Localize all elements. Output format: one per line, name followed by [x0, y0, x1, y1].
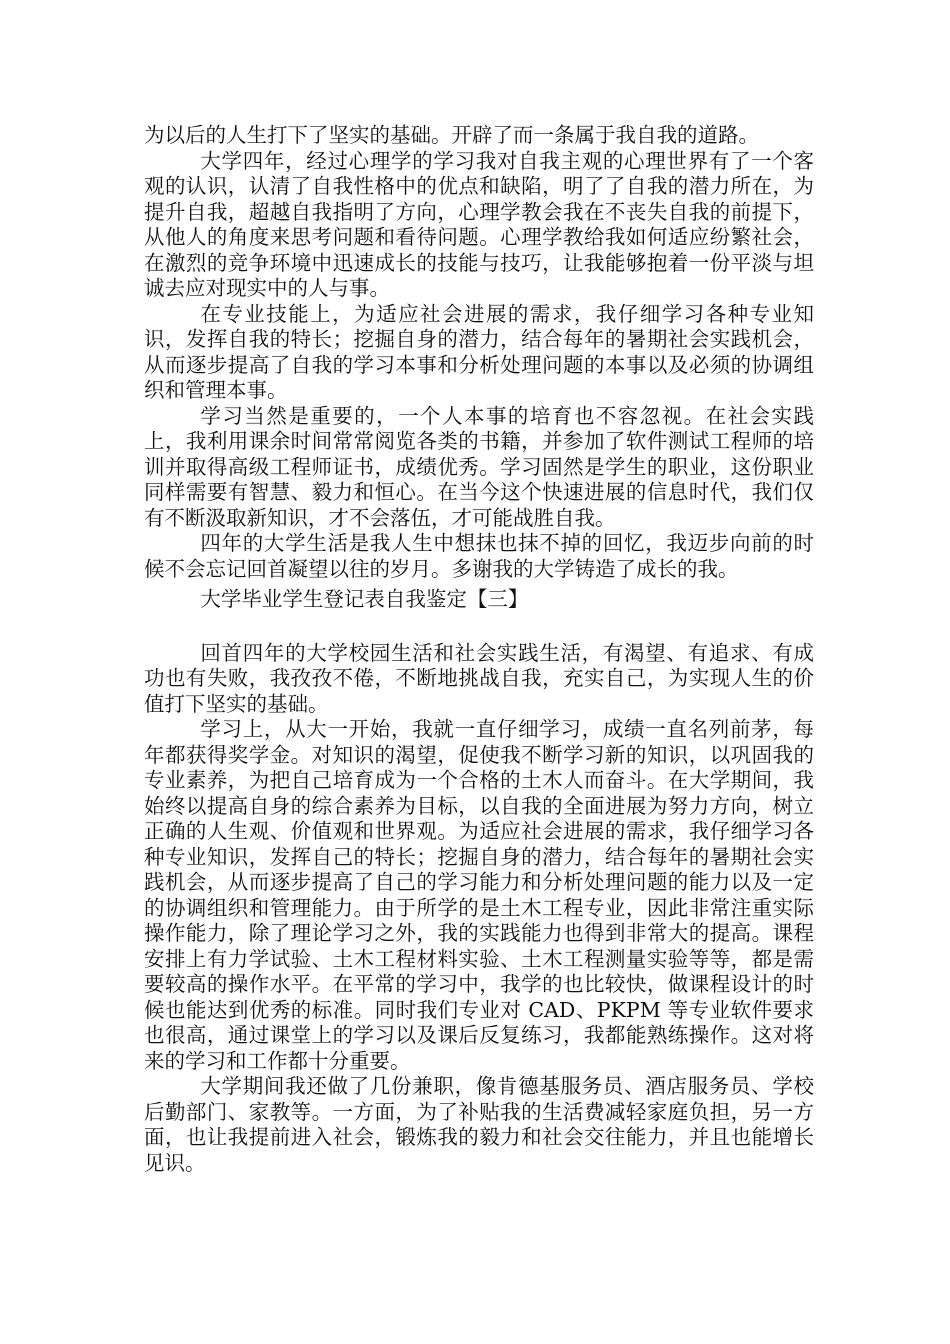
- section-heading: 大学毕业学生登记表自我鉴定【三】: [200, 587, 529, 611]
- paragraph: 大学四年，经过心理学的学习我对自我主观的心理世界有了一个客观的认识，认清了自我性格中的优点和缺陷，明了了自我的潜力所在，为提升自我，超越自我指明了方向，心理学教会我在不丧失自我的前提下，从他人的角度来思考问题和看待问题。心理学教给我如何适应纷繁社会，在激烈的竞争环境中迅速成长的技能与技巧，让我能够抱着一份平淡与坦诚去应对现实中的人与事。: [144, 148, 814, 300]
- paragraph: 大学期间我还做了几份兼职，像肯德基服务员、酒店服务员、学校后勤部门、家教等。一方面，为了补贴我的生活费减轻家庭负担，另一方面，也让我提前进入社会，锻炼我的毅力和社会交往能力，并且也能增长见识。: [144, 1074, 814, 1175]
- paragraph: 学习上，从大一开始，我就一直仔细学习，成绩一直名列前茅，每年都获得奖学金。对知识的渴望，促使我不断学习新的知识，以巩固我的专业素养，为把自己培育成为一个合格的土木人而奋斗。在大学期间，我始终以提高自身的综合素养为目标，以自我的全面进展为努力方向，树立正确的人生观、价值观和世界观。为适应社会进展的需求，我仔细学习各种专业知识，发挥自己的特长；挖掘自身的潜力，结合每年的暑期社会实践机会，从而逐步提高了自己的学习能力和分析处理问题的能力以及一定的协调组织和管理能力。由于所学的是土木工程专业，因此非常注重实际操作能力，除了理论学习之外，我的实践能力也得到非常大的提高。课程安排上有力学试验、土木工程材料实验、土木工程测量实验等等，都是需要较高的操作水平。在平常的学习中，我学的也比较快，做课程设计的时候也能达到优秀的标准。同时我们专业对 CAD、PKPM 等专业软件要求也很高，通过课堂上的学习以及课后反复练习，我都能熟练操作。这对将来的学习和工作都十分重要。: [144, 717, 814, 1073]
- paragraph: 学习当然是重要的，一个人本事的培育也不容忽视。在社会实践上，我利用课余时间常常阅览各类的书籍，并参加了软件测试工程师的培训并取得高级工程师证书，成绩优秀。学习固然是学生的职业，这份职业同样需要有智慧、毅力和恒心。在当今这个快速进展的信息时代，我们仅有不断汲取新知识，才不会落伍，才可能战胜自我。: [144, 403, 814, 530]
- paragraph: 四年的大学生活是我人生中想抹也抹不掉的回忆，我迈步向前的时候不会忘记回首凝望以往的岁月。多谢我的大学铸造了成长的我。: [144, 531, 814, 581]
- paragraph-continuation: 为以后的人生打下了坚实的基础。开辟了而一条属于我自我的道路。: [144, 123, 759, 147]
- paragraph: 在专业技能上，为适应社会进展的需求，我仔细学习各种专业知识，发挥自我的特长；挖掘自身的潜力，结合每年的暑期社会实践机会，从而逐步提高了自我的学习本事和分析处理问题的本事以及必须的协调组织和管理本事。: [144, 301, 814, 402]
- paragraph: 回首四年的大学校园生活和社会实践生活，有渴望、有追求、有成功也有失败，我孜孜不倦，不断地挑战自我，充实自己，为实现人生的价值打下坚实的基础。: [144, 640, 814, 716]
- document-body: [144, 123, 814, 1176]
